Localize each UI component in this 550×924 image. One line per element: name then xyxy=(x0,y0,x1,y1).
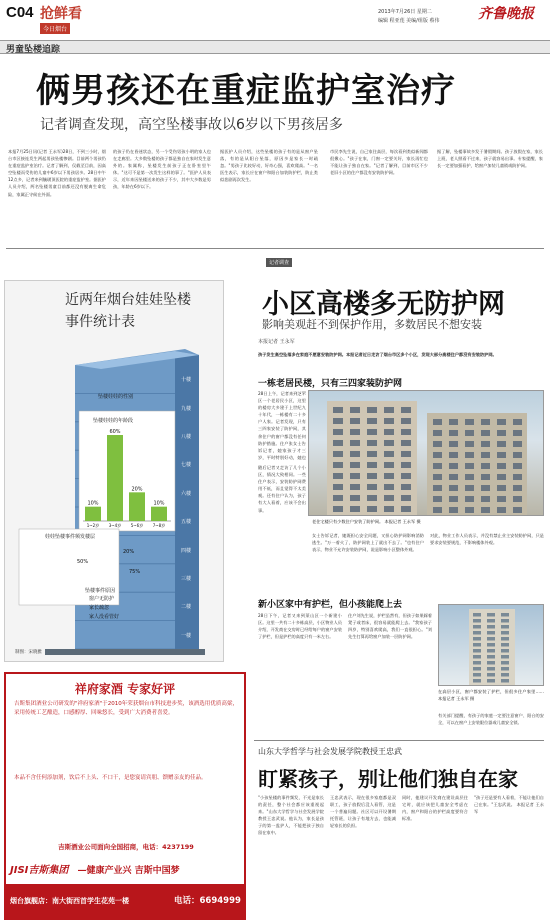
stats-panel xyxy=(4,280,224,662)
interview-col-3: 同时，他建议开发商在建设高层住宅时，就应该把儿童安全考虑在内，窗户和阳台的护栏高度要符合标准。 xyxy=(402,795,468,822)
photo-window xyxy=(473,667,481,671)
photo-window xyxy=(367,473,377,479)
photo-window xyxy=(481,441,490,447)
photo-window xyxy=(350,495,360,501)
date-line: 2013年7月26日 星期二 xyxy=(378,9,432,15)
photo-window xyxy=(449,441,458,447)
photo-window xyxy=(367,407,377,413)
stats-title: 近两年烟台娃娃坠楼事件统计表 xyxy=(65,292,191,330)
photo-window xyxy=(367,451,377,457)
floor-label: 七楼 xyxy=(181,462,192,469)
photo-window xyxy=(350,506,360,512)
mid-headline: 小区高楼多无防护网 xyxy=(262,289,505,320)
photo-window xyxy=(501,661,509,665)
photo-window xyxy=(367,484,377,490)
floor-label: 八楼 xyxy=(181,434,192,440)
interview-divider xyxy=(254,740,544,741)
photo-window xyxy=(449,419,458,425)
photo-window xyxy=(487,625,495,629)
main-subhead: 记者调查发现，高空坠楼事故以6岁以下男孩居多 xyxy=(40,117,343,133)
page-code: C04 xyxy=(6,4,34,21)
floor-label: 四楼 xyxy=(181,547,192,554)
photo-window xyxy=(333,418,343,424)
photo-window xyxy=(513,507,522,513)
photo-window xyxy=(350,484,360,490)
photo-window xyxy=(333,484,343,490)
photo-window xyxy=(465,419,474,425)
age-category-label: 5~6岁 xyxy=(130,523,144,528)
photo-window xyxy=(473,637,481,641)
reason-item: 窗户无防护 xyxy=(89,596,115,602)
photo-window xyxy=(465,474,474,480)
photo-window xyxy=(513,452,522,458)
interview-headline: 盯紧孩子，别让他们独自在家 xyxy=(258,767,518,791)
mid-byline: 本报记者 王永军 xyxy=(258,339,295,345)
photo-window xyxy=(401,418,411,424)
ad-slogan: —健康产业兴 吉斯中国梦 xyxy=(77,866,180,876)
photo-window xyxy=(501,679,509,683)
photo-window xyxy=(384,407,394,413)
interview-col-4: "孩子还是要有人看着，不能让他们自己在家。"王忠武说。 本报记者 王永军 xyxy=(474,795,544,815)
mid-sub1-text: 28日上午，记者来到芝罘区一个老居民小区，这里的楼房大多建于上世纪九十年代，一栋楼有二十多户人家。记者发现，只有三四家安装了防护网，其余住户的窗户都没有任何防护措施。住户张女士告诉记者，她家孩子才三岁，平时特别好动，她也 xyxy=(258,391,306,460)
photo-window xyxy=(513,441,522,447)
floor-label: 二楼 xyxy=(181,604,192,611)
photo-window xyxy=(465,452,474,458)
highrise-photo-caption: 在高层小区，窗户都安装了护栏，但很多住户家里…… 本报记者 王永军 摄 xyxy=(438,689,544,702)
photo-window xyxy=(433,474,442,480)
interview-col-2: 王忠武表示，现在很多家庭都是双职工，孩子放假后没人看管，这是一个普遍问题。社区可以开设暑期托管班，让孩子有地方去，也能减轻家长的负担。 xyxy=(330,795,396,829)
subsection-name: 今日烟台 xyxy=(40,23,70,34)
age-category-label: 3~4岁 xyxy=(108,523,122,528)
photo-window xyxy=(473,631,481,635)
interview-kicker: 山东大学哲学与社会发展学院教授王忠武 xyxy=(258,747,402,756)
photo-window xyxy=(367,495,377,501)
photo-window xyxy=(333,429,343,435)
photo-window xyxy=(449,485,458,491)
photo-window xyxy=(473,643,481,647)
building-base xyxy=(45,649,205,655)
reason-item: 家长疏忽 xyxy=(89,605,110,611)
mid-tail-text: 有关部门提醒，有孩子的家庭一定要注意窗户、阳台的安全，可以在窗户上安装限位器或儿童安全锁。 xyxy=(438,713,544,726)
age-category-label: 1~2岁 xyxy=(86,523,100,528)
chart-credit: 制图：宋晓雅 xyxy=(15,650,42,655)
age-chart-title: 坠楼娃娃的年龄段 xyxy=(93,418,134,424)
photo-window xyxy=(481,485,490,491)
reason-pct-b: 75% xyxy=(129,569,141,575)
photo-window xyxy=(481,507,490,513)
photo-window xyxy=(501,643,509,647)
photo-window xyxy=(333,473,343,479)
ad-phone-line: 吉斯酒业公司面向全国招商，电话：4237199 xyxy=(58,843,194,851)
photo-window xyxy=(384,451,394,457)
floor-label: 三楼 xyxy=(181,576,192,582)
photo-window xyxy=(465,496,474,502)
ad-brand-bar xyxy=(10,858,240,874)
photo-window xyxy=(333,451,343,457)
photo-window xyxy=(487,673,495,677)
photo-window xyxy=(501,631,509,635)
mid-lead: 孩子发生高空坠落多在家庭不愿意安装防护网。本报记者近日走访了烟台市区多个小区，发现大部分高楼住户都没有安装防护网。 xyxy=(258,352,497,357)
photo-window xyxy=(497,419,506,425)
photo-window xyxy=(433,430,442,436)
photo-window xyxy=(481,452,490,458)
highrise-photo xyxy=(438,604,544,686)
photo-window xyxy=(513,419,522,425)
photo-window xyxy=(384,429,394,435)
photo-window xyxy=(333,506,343,512)
photo-window xyxy=(487,655,495,659)
photo-window xyxy=(333,495,343,501)
photo-window xyxy=(449,474,458,480)
floor-label: 五楼 xyxy=(181,519,192,526)
ad-brand: JISI吉斯集团 xyxy=(10,865,69,876)
main-headline: 俩男孩还在重症监护室治疗 xyxy=(36,71,456,111)
photo-window xyxy=(473,673,481,677)
photo-window xyxy=(487,679,495,683)
photo-window xyxy=(513,430,522,436)
photo-window xyxy=(473,661,481,665)
floor-chart-title: 娃娃坠楼事件频发楼层 xyxy=(45,534,96,540)
photo-window xyxy=(465,485,474,491)
photo-window xyxy=(401,451,411,457)
photo-window xyxy=(367,462,377,468)
photo-window xyxy=(367,506,377,512)
photo-window xyxy=(513,463,522,469)
photo-window xyxy=(401,462,411,468)
photo-window xyxy=(433,463,442,469)
photo-window xyxy=(487,649,495,653)
photo-window xyxy=(473,655,481,659)
photo-window xyxy=(401,473,411,479)
mid-kicker: 记者调查 xyxy=(266,258,292,267)
photo-window xyxy=(449,452,458,458)
age-bar xyxy=(151,507,167,521)
photo-window xyxy=(473,613,481,617)
photo-window xyxy=(497,430,506,436)
age-category-label: 7~8岁 xyxy=(152,523,166,528)
photo-window xyxy=(481,463,490,469)
photo-window xyxy=(501,667,509,671)
photo-window xyxy=(384,484,394,490)
building-photo xyxy=(308,390,544,516)
photo-window xyxy=(473,679,481,683)
photo-window xyxy=(487,667,495,671)
reason-pct-a: 20% xyxy=(123,549,135,555)
ad-body: 吉斯集团酒业公司研发的"祥府家酒"于2010年荣获烟台市科技进步奖，该酒选用优质高粱，采用传统工艺酿造，口感醇厚、回味悠长，受到广大消费者喜爱。 xyxy=(14,701,238,716)
photo-window xyxy=(449,463,458,469)
photo-window xyxy=(449,496,458,502)
photo-window xyxy=(384,418,394,424)
photo-window xyxy=(497,441,506,447)
editor-line: 编辑 程亚莲 美编/组版 蔡伟 xyxy=(378,18,440,24)
reason-title: 坠楼事件原因 xyxy=(85,588,116,594)
photo-window xyxy=(465,507,474,513)
mid-sub2-text2: 住户刘先生说，护栏虽然有，但孩子如果踩着凳子或者床，很容易就能爬上去。"我家孩子四岁，特别喜欢爬高，我们一直很担心。"刘先生打算再给窗户加装一层防护网。 xyxy=(348,613,432,640)
floor-pct: 50% xyxy=(77,559,89,565)
photo-window xyxy=(501,673,509,677)
age-bar-label: 60% xyxy=(109,429,121,435)
photo-window xyxy=(501,625,509,629)
photo-window xyxy=(333,407,343,413)
mid-sub2: 新小区家中有护栏，但小孩能爬上去 xyxy=(258,600,403,610)
photo-window xyxy=(513,485,522,491)
photo-window xyxy=(501,619,509,623)
main-col-4: 市民李先生说，自己家住高层，每次看到类似新闻都很揪心。"孩子在家，门窗一定要关好，家长再忙也不能让孩子独自在家。"记者了解到，目前市区不少老旧小区的住户都没有安装防护网。 xyxy=(330,149,428,176)
section-divider xyxy=(6,248,544,249)
photo-window xyxy=(497,463,506,469)
photo-window xyxy=(433,507,442,513)
photo-window xyxy=(350,418,360,424)
topic-label: 男童坠楼追踪 xyxy=(6,45,61,55)
age-bar-label: 10% xyxy=(153,500,165,507)
photo-window xyxy=(384,506,394,512)
photo-window xyxy=(384,495,394,501)
photo-window xyxy=(367,418,377,424)
age-bar-label: 20% xyxy=(131,486,143,493)
ad-footer xyxy=(6,884,244,918)
gender-label: 坠楼娃娃的性别 xyxy=(98,394,134,400)
page-header xyxy=(0,0,550,38)
age-bar xyxy=(85,507,101,521)
photo-window xyxy=(333,440,343,446)
age-bar xyxy=(107,435,123,521)
photo-window xyxy=(401,495,411,501)
photo-window xyxy=(481,430,490,436)
photo-window xyxy=(384,473,394,479)
photo-window xyxy=(367,440,377,446)
photo-window xyxy=(401,440,411,446)
ad-tel: 电话：6694999 xyxy=(174,896,241,906)
photo-window xyxy=(501,655,509,659)
photo-window xyxy=(473,649,481,653)
photo-window xyxy=(433,419,442,425)
age-bar-label: 10% xyxy=(87,500,99,507)
photo-window xyxy=(433,452,442,458)
photo-window xyxy=(497,485,506,491)
photo-window xyxy=(481,419,490,425)
reason-item: 家人没看管好 xyxy=(89,614,120,620)
mid-sub1-text2: 随后记者又走访了几个小区，情况大致相同。一些住户表示，安装防护网费用不低，而且觉得不太美观。还有住户认为，孩子有大人看着，应该不会出事。 xyxy=(258,465,306,513)
photo-window xyxy=(513,474,522,480)
photo-window xyxy=(449,507,458,513)
photo-window xyxy=(487,631,495,635)
photo-window xyxy=(497,507,506,513)
photo-window xyxy=(497,474,506,480)
photo-window xyxy=(433,485,442,491)
section-name: 抢鲜看 xyxy=(40,6,82,22)
main-col-3: 据医护人员介绍，这些坠楼的孩子有的是从窗户坠落，有的是从阳台坠落，原因多是家长一时疏忽。"男孩子比较好动，好奇心强，喜欢爬高。"一名医生表示，家长应在窗户和阳台加装防护栏，防止类似悲剧再次发生。 xyxy=(220,149,318,183)
topic-bar xyxy=(0,40,550,54)
photo-window xyxy=(333,462,343,468)
photo-window xyxy=(350,407,360,413)
photo-window xyxy=(367,429,377,435)
building-photo-caption: 老住宅楼只有少数住户安装了防护网。 本报记者 王永军 摄 xyxy=(312,519,421,524)
photo-window xyxy=(501,613,509,617)
photo-window xyxy=(473,619,481,623)
photo-window xyxy=(487,661,495,665)
mid-subhead: 影响美观赶不到保护作用，多数居民不想安装 xyxy=(262,318,482,331)
photo-window xyxy=(487,643,495,647)
photo-window xyxy=(384,440,394,446)
ad-box xyxy=(4,672,246,920)
photo-window xyxy=(487,637,495,641)
main-col-5: 据了解，坠楼事故多发于暑假期间。孩子放假在家，家长上班，老人照看不过来，孩子就容易出事。专家提醒，家长一定要加强看护，给窗户加装儿童锁或防护网。 xyxy=(437,149,543,169)
newspaper-logo: 齐鲁晚报 xyxy=(478,6,534,22)
highrise-photo-art xyxy=(439,605,544,686)
ad-body-2: 本品不含任何添加剂，饮后不上头、不口干，是您宴请宾朋、馈赠亲友的佳品。 xyxy=(14,775,207,781)
mid-sub1: 一栋老居民楼，只有三四家装防护网 xyxy=(258,379,403,389)
mid-right-text: 女士告诉记者，她既担心安全问题，又担心防护网影响消防逃生。"万一着火了，防护网装上了就出不去了。"也有住户表示，物业不允许安装防护网，说是影响小区整体外观。 xyxy=(312,533,424,553)
photo-window xyxy=(481,496,490,502)
floor-label: 九楼 xyxy=(181,405,192,412)
photo-window xyxy=(501,637,509,641)
photo-window xyxy=(401,484,411,490)
building-photo-art xyxy=(309,391,544,516)
photo-window xyxy=(465,463,474,469)
reason-list xyxy=(89,595,159,622)
photo-window xyxy=(401,429,411,435)
photo-window xyxy=(401,407,411,413)
photo-window xyxy=(384,462,394,468)
interview-col-1: "小孩坠楼的事件频发，不光是家长的责任，整个社会都应该重视起来。"山东大学哲学与社会发展学院教授王忠武说。他认为，家长是孩子的第一监护人，不能把孩子独自留在家中。 xyxy=(258,795,324,836)
photo-window xyxy=(501,649,509,653)
photo-window xyxy=(481,474,490,480)
mid-sub2-text: 28日下午，记者又来到莱山区一个新建小区。这里一共有二十多栋高层，小区物业人员介绍，开发商在交房时已经给每户的窗户安装了护栏，但是护栏的高度只有一米左右。 xyxy=(258,613,342,640)
photo-window xyxy=(350,451,360,457)
photo-window xyxy=(350,473,360,479)
photo-window xyxy=(497,496,506,502)
floor-label: 一楼 xyxy=(181,632,192,639)
photo-window xyxy=(449,430,458,436)
mid-right-text2: 对此，物业工作人员表示，并没有禁止业主安装防护网，只是要求安装要规范，不影响楼体外观。 xyxy=(430,533,544,546)
ad-title: 祥府家酒 专家好评 xyxy=(74,682,176,696)
photo-window xyxy=(433,496,442,502)
photo-window xyxy=(350,440,360,446)
photo-window xyxy=(487,613,495,617)
photo-window xyxy=(465,441,474,447)
photo-window xyxy=(350,429,360,435)
photo-window xyxy=(473,625,481,629)
photo-window xyxy=(513,496,522,502)
photo-window xyxy=(350,462,360,468)
main-col-2: 的孩子仍在昏迷状态，另一个受伤男孩小明的家人也在走廊里。大多数坠楼的孩子都是独自在家时发生意外的。家属称，坠楼发生前孩子正在卧室里午休。"这可不是第一次发生这样的事了。"医护人员表示，近年来因坠楼送来的孩子不少，其中大多数是男孩，年龄在6岁以下。 xyxy=(113,149,211,190)
photo-window xyxy=(465,430,474,436)
photo-window xyxy=(401,506,411,512)
floor-label: 十楼 xyxy=(181,377,192,384)
main-col-1: 本报7月25日讯(记者 王永军)28日，不到三小时，烟台市区接连发生两起男孩坠楼惨剧。目前两个男孩仍在重症监护室治疗。记者了解到，仅截至目前，因高空坠楼而受伤的儿童中6岁以下男孩居多。28日中午12点多，记者来到毓璜顶医院的重症监护室。据医护人员介绍，两名坠楼男童目前都还没有脱离生命危险，家属正守候在外面。 xyxy=(8,149,106,197)
photo-window xyxy=(487,619,495,623)
photo-window xyxy=(497,452,506,458)
photo-window xyxy=(433,441,442,447)
floor-label: 六楼 xyxy=(181,490,192,497)
age-bar xyxy=(129,492,145,521)
ad-store: 烟台旗舰店：南大街西首学生花苑一楼 xyxy=(10,897,129,905)
